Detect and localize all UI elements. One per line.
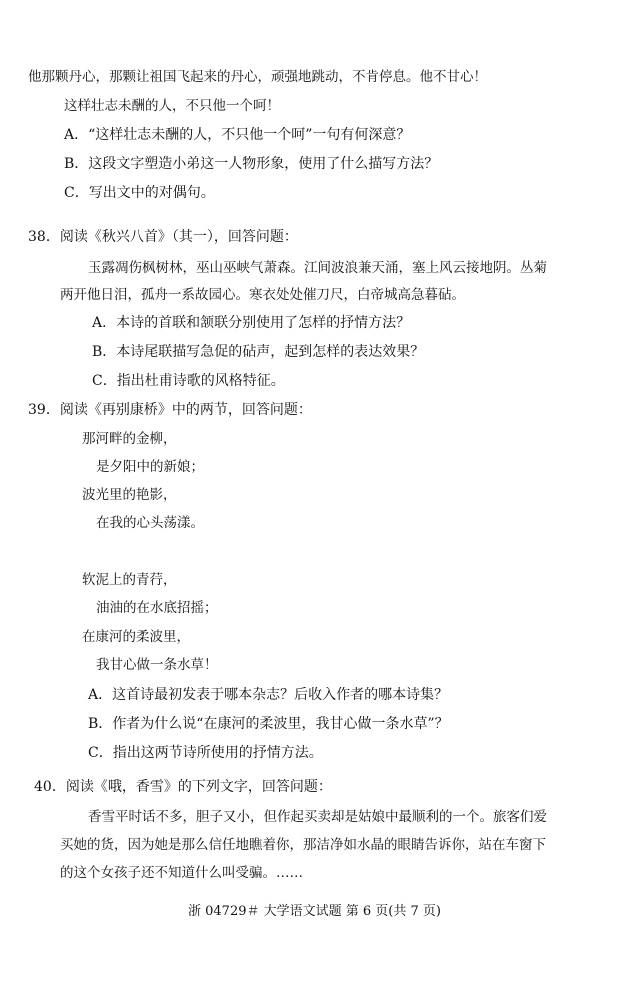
sub-question: A．本诗的首联和颔联分别使用了怎样的抒情方法？ [92,315,411,331]
passage-line: 的这个女孩子还不知道什么叫受骗。…… [60,865,303,881]
sub-question: B．本诗尾联描写急促的砧声，起到怎样的表达效果？ [92,344,425,360]
sub-question: B．这段文字塑造小弟这一人物形象，使用了什么描写方法？ [64,156,439,172]
sub-question: C．写出文中的对偶句。 [64,185,215,201]
question-title: 40．阅读《哦，香雪》的下列文字，回答问题： [34,779,332,795]
poem-line: 两开他日泪，孤舟一系故园心。寒衣处处催刀尺，白帝城高急暮砧。 [60,287,465,303]
poem-line: 在我的心头荡漾。 [96,515,204,531]
poem-line: 是夕阳中的新娘； [96,459,204,475]
poem-line: 那河畔的金柳， [82,431,177,447]
sub-question: B．作者为什么说“在康河的柔波里，我甘心做一条水草”？ [88,716,449,732]
sub-question: C．指出杜甫诗歌的风格特征。 [92,373,285,389]
sub-question: C．指出这两节诗所使用的抒情方法。 [88,745,323,761]
question-title: 39．阅读《再别康桥》中的两节，回答问题： [28,402,312,418]
sub-question: A．这首诗最初发表于哪本杂志？后收入作者的哪本诗集？ [88,687,449,703]
passage-line: 他那颗丹心，那颗让祖国飞起来的丹心，顽强地跳动，不肯停息。他不甘心！ [28,69,487,85]
question-title: 38．阅读《秋兴八首》（其一），回答问题： [28,229,298,245]
passage-line: 香雪平时话不多，胆子又小，但作起买卖却是姑娘中最顺利的一个。旅客们爱 [88,809,547,825]
passage-line: 买她的货，因为她是那么信任地瞧着你，那洁净如水晶的眼睛告诉你，站在车窗下 [60,837,546,853]
poem-line: 在康河的柔波里， [82,629,190,645]
page-footer: 浙 04729＃ 大学语文试题 第 6 页(共 7 页) [188,904,441,919]
passage-line: 这样壮志未酬的人，不只他一个呵！ [64,98,280,114]
sub-question: A．“这样壮志未酬的人，不只他一个呵”一句有何深意？ [64,127,411,143]
poem-line: 波光里的艳影， [82,487,177,503]
poem-line: 玉露凋伤枫树林，巫山巫峡气萧森。江间波浪兼天涌，塞上风云接地阴。丛菊 [88,260,547,276]
poem-line: 我甘心做一条水草！ [96,657,218,673]
poem-line: 油油的在水底招摇； [96,600,218,616]
poem-line: 软泥上的青荇， [82,572,177,588]
